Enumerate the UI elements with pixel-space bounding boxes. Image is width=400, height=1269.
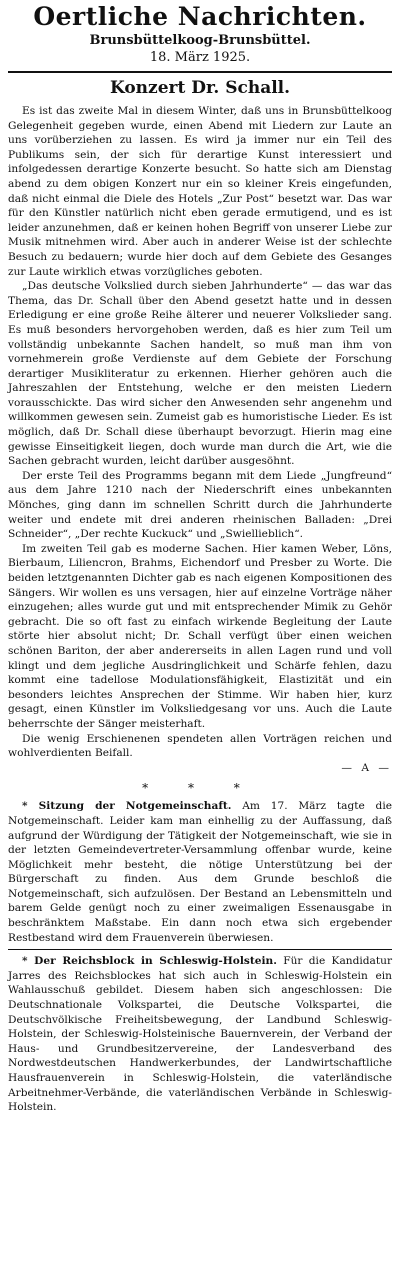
article-text: Für die Kandidatur Jarres des Reichsblockes hat sich auch in Schleswig-Holstein ein Wahlausschuß gebildet. Diesem haben sich angeschlossen: Die Deutschnationale Volkspartei, die Deutsche Volkspartei, die Deutschvölkische Freiheitsbewegung, der Landbund Schleswig-Holstein, der Schleswig-Holsteinische Bauernverein, der Verband der Haus- und Grundbesitzervereine, der Landesverband des Nordwestdeutschen Handwerkerbundes, der Landwirtschaftliche Hausfrauenverein in Schleswig-Holstein, die vaterländische Arbeitnehmer-Verbände, die vaterländischen Verbände in Schleswig-Holstein.: [8, 955, 393, 1114]
article-paragraph: Der erste Teil des Programms begann mit dem Liede „Jungfreund“ aus dem Jahre 1210 nach der Niederschrift eines unbekannten Mönches, ging dann im schnellen Schritt durch die Jahrhunderte weiter und endete mit drei anderen rheinischen Balladen: „Drei Schneider“, „Der rechte Kuckuck“ und „Swiellieblich“.: [8, 469, 392, 541]
article-paragraph: Es ist das zweite Mal in diesem Winter, daß uns in Brunsbüttelkoog Gelegenheit gegeben wurde, einen Abend mit Liedern zur Laute an uns vorüberziehen zu lassen. Es wird ja immer nur ein Teil des Publikums sein, der sich für derartige Kunst interessiert und infolgedessen derartige Konzerte besucht. So hatte sich am Dienstag abend zu dem obigen Konzert nur ein so kleiner Kreis eingefunden, daß nicht einmal die Diele des Hotels „Zur Post“ besetzt war. Das war für den Künstler natürlich nicht eben gerade ermutigend, und es ist leider anzunehmen, daß er keinen hohen Begriff von unserer Liebe zur Musik mitnehmen wird. Aber auch in anderer Weise ist der schlechte Besuch zu bedauern; wurde hier doch auf dem Gebiete des Gesanges zur Laute wirklich etwas vorzügliches geboten.: [8, 105, 392, 278]
article-lead: * Sitzung der Notgemeinschaft.: [22, 800, 232, 813]
section-place: Brunsbüttelkoog-Brunsbüttel.: [89, 33, 311, 48]
article-paragraph: [8, 954, 392, 1115]
article-paragraph: Die wenig Erschienenen spendeten allen Vorträgen reichen und wohlverdienten Beifall.: [8, 732, 392, 760]
article-reichsblock: [8, 954, 392, 1115]
article-headline: Konzert Dr. Schall.: [109, 78, 291, 98]
section-title: Oertliche Nachrichten.: [33, 2, 367, 31]
masthead: [8, 2, 392, 66]
signature-text: — A —: [341, 761, 392, 774]
section-date: 18. März 1925.: [149, 50, 251, 65]
article-text: Am 17. März tagte die Notgemeinschaft. Leider kam man einhellig zu der Auffassung, daß aufgrund der Würdigung der Tätigkeit der Notgemeinschaft, wie sie in der letzten Gemeindevertreter-Versammlung offenbar wurde, keine Möglichkeit mehr besteht, die nötige Unterstützung bei der Bürgerschaft zu finden. Aus dem Grunde beschloß die Notgemeinschaft, sich aufzulösen. Der Bestand an Lebensmitteln und barem Gelde genügt noch zu einer zweimaligen Essenausgabe in beschränktem Maßstabe. Ein dann noch etwa sich ergebender Restbestand wird dem Frauenverein überwiesen.: [8, 800, 392, 944]
article-body: [8, 104, 392, 761]
section-divider: * * *: [142, 781, 258, 796]
masthead-rule: [8, 71, 392, 73]
article-rule: [8, 949, 392, 950]
article-lead: * Der Reichsblock in Schleswig-Holstein.: [22, 955, 277, 968]
article-signature: [8, 761, 392, 776]
newspaper-page: [0, 2, 400, 1269]
article-notgemeinschaft: [8, 799, 392, 945]
article-paragraph: [8, 799, 392, 945]
article-paragraph: Im zweiten Teil gab es moderne Sachen. Hier kamen Weber, Löns, Bierbaum, Liliencron, Brahms, Eichendorf und Presber zu Worte. Die beiden letztgenannten Dichter gab es nach eigenen Kompositionen des Sängers. Wir wollen es uns versagen, hier auf einzelne Vorträge näher einzugehen; alles wurde gut und mit entsprechender Mimik zu Gehör gebracht. Die so oft fast zu einfach wirkende Begleitung der Laute störte hier absolut nicht; Dr. Schall verfügt über einen weichen schönen Bariton, der aber andererseits in allen Lagen rund und voll klingt und dem jegliche Ausdringlichkeit und Schärfe fehlen, dazu kommt eine tadellose Modulationsfähigkeit, Elastizität und ein besonders leichtes Ansprechen der Stimme. Wir haben hier, kurz gesagt, einen Künstler im Volksliedgesang vor uns. Auch die Laute beherrschte der Sänger meisterhaft.: [8, 542, 392, 730]
article-konzert: [8, 77, 392, 775]
article-paragraph: „Das deutsche Volkslied durch sieben Jahrhunderte“ — das war das Thema, das Dr. Schall über den Abend gesetzt hatte und in dessen Erledigung er eine große Reihe älterer und neuerer Volkslieder sang. Es muß besonders hervorgehoben werden, daß es hier zum Teil um vollständig unbekannte Sachen handelt, so muß man ihm von vornehmerein große Verdienste auf dem Gebiete der Forschung derartiger Musikliteratur zu erkennen. Hierher gehören auch die Jahreszahlen der Entstehung, welche er den meisten Liedern vorausschickte. Das wird sicher den Anwesenden sehr angenehm und willkommen gewesen sein. Zumeist gab es humoristische Lieder. Es ist möglich, daß Dr. Schall diese überhaupt bevorzugt. Hierin mag eine gewisse Einseitigkeit liegen, doch wurde man durch die Art, wie die Sachen gebracht wurden, leicht darüber ausgesöhnt.: [8, 280, 392, 468]
